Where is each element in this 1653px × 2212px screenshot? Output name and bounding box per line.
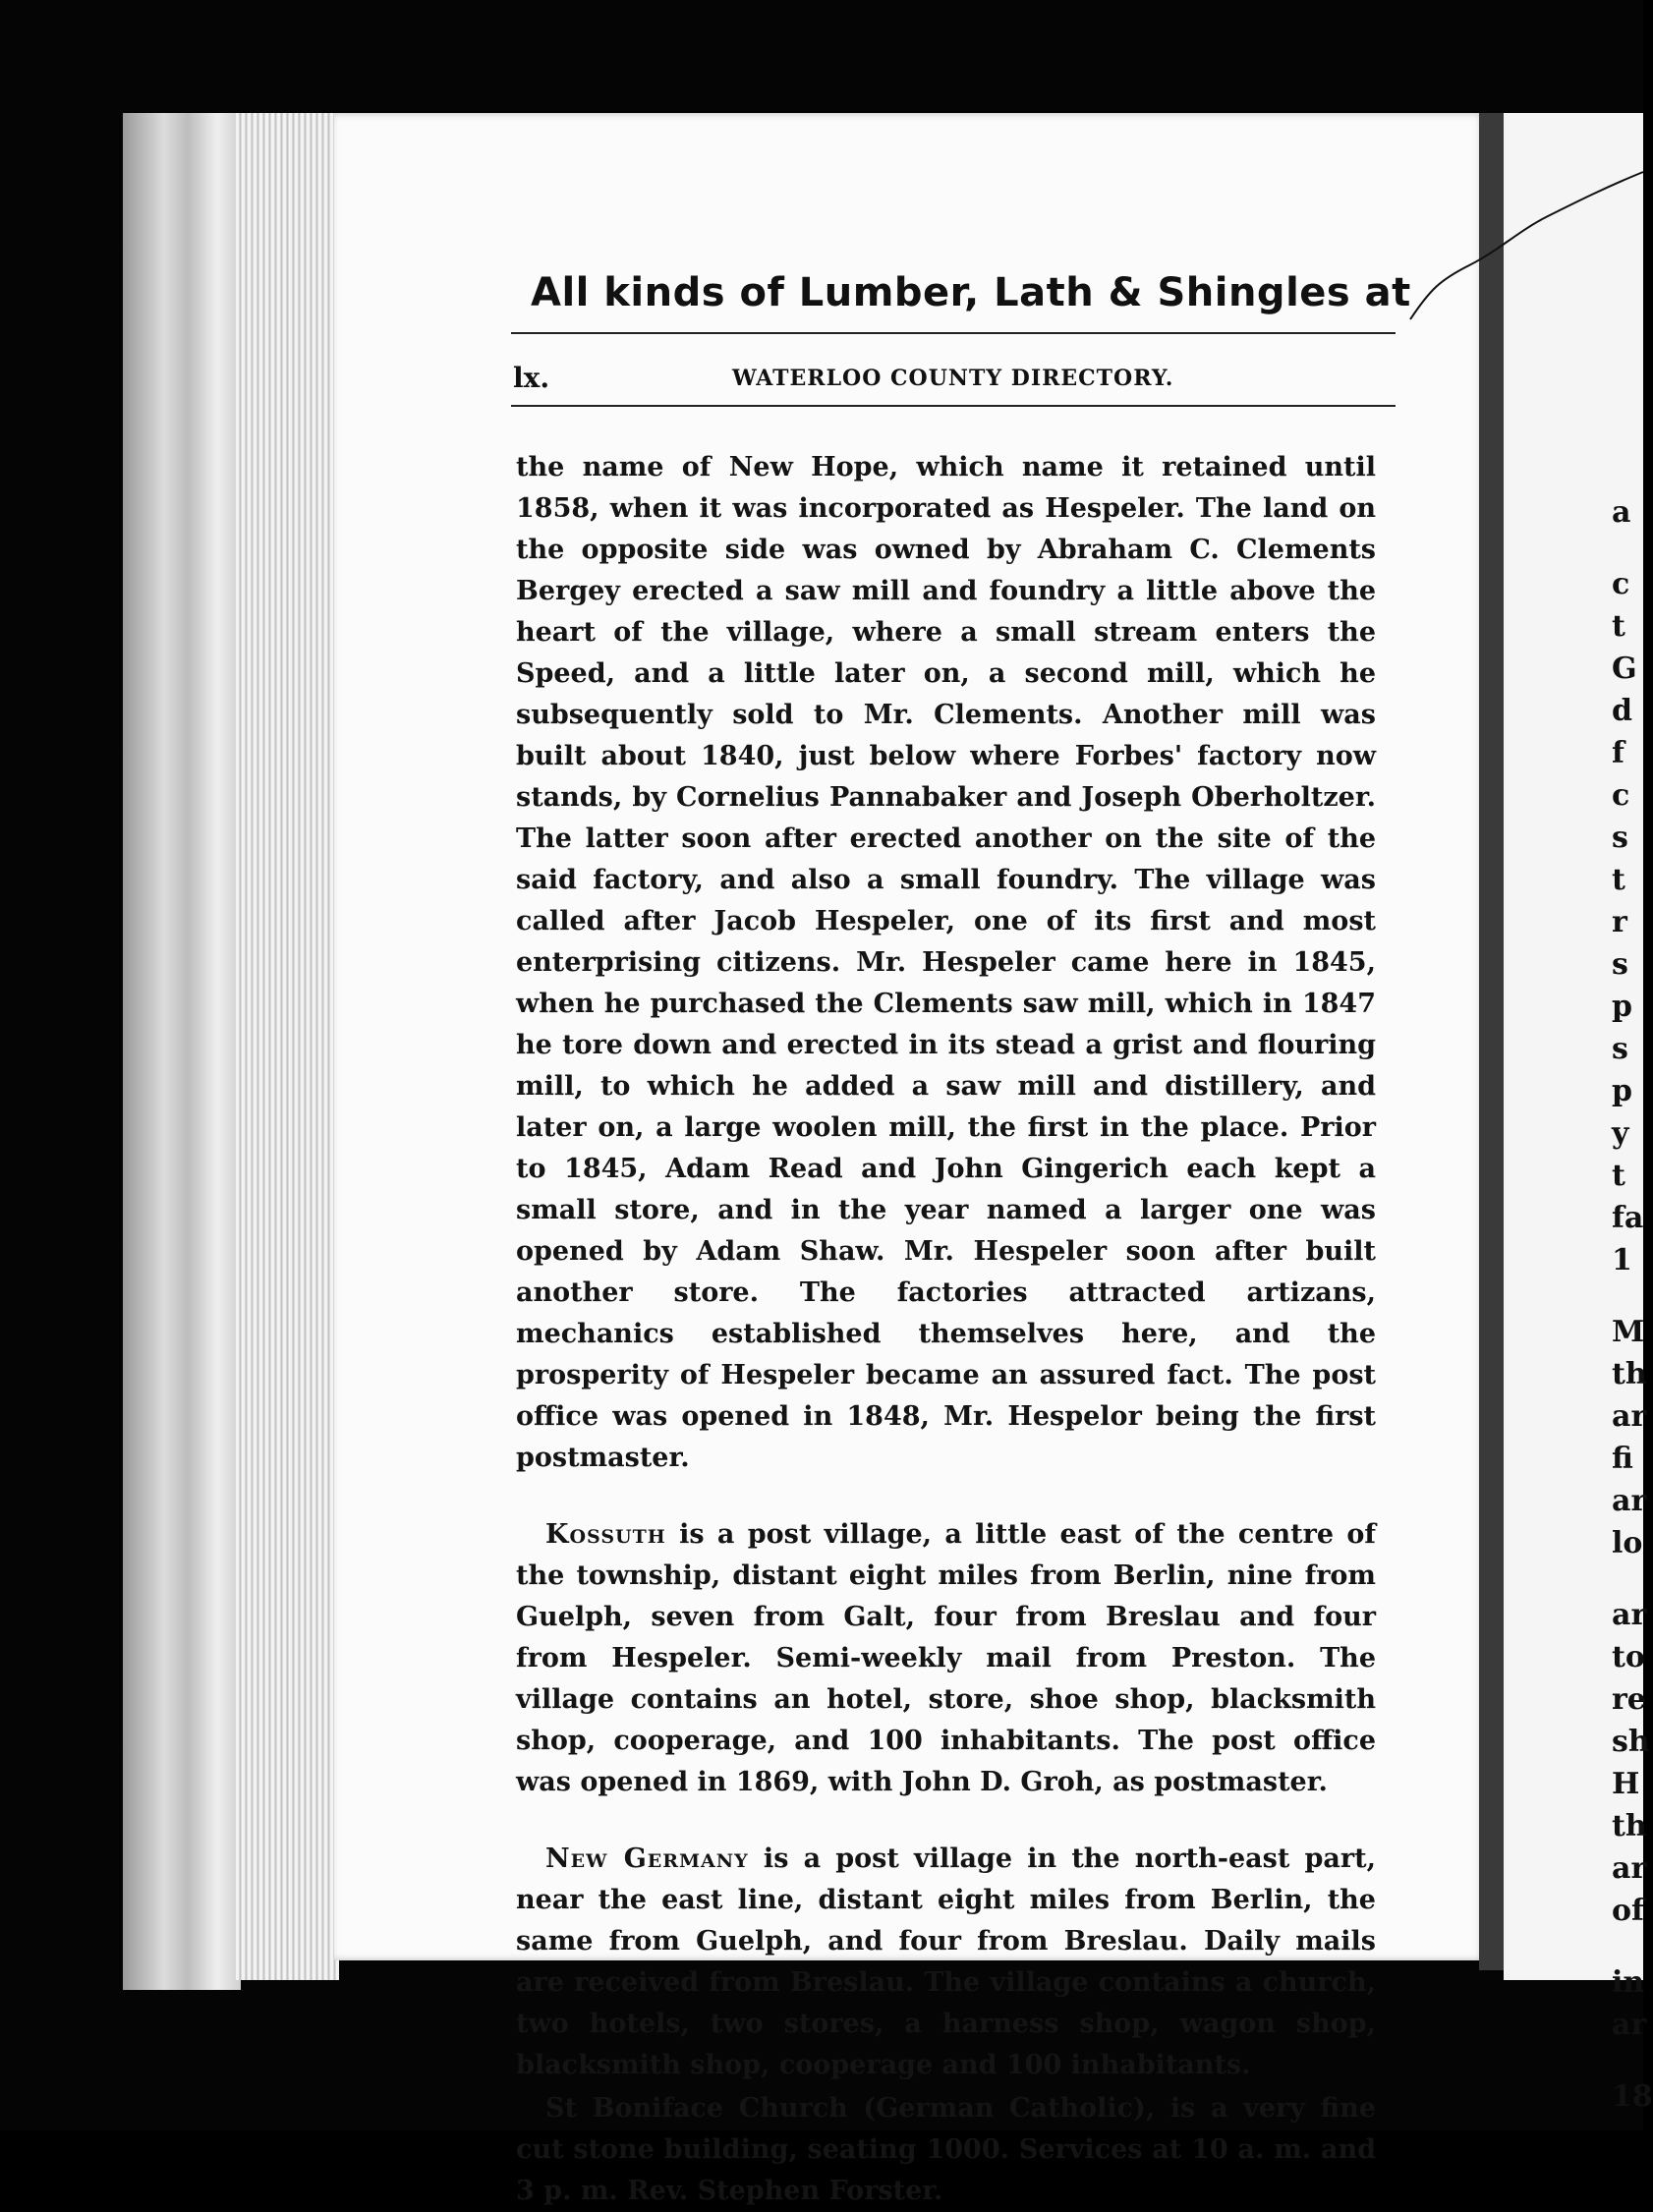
paragraph-new-germany	[516, 1839, 1376, 2086]
adjacent-page-fragments	[1612, 495, 1653, 2118]
fragment: ar	[1612, 1484, 1647, 1518]
fragment: fi	[1612, 1442, 1633, 1476]
paper-crack-line	[1410, 172, 1643, 329]
paragraph-text: is a post village in the north-east part, near the east line, distant eight miles from Berlin, the same from Guelph, and four from Breslau. Daily mails are received from Breslau. The village contains a church, two hotels, two stores, a harness shop, wagon shop, blacksmith shop, cooperage and 100 inhabitants.	[516, 1843, 1376, 2080]
fragment: ar	[1612, 1851, 1647, 1886]
paragraph-text: St Boniface Church (German Catholic), is a very fine cut stone building, seating 1000. Services at 10 a. m. and 3 p. m. Rev. Stephen Forster.	[516, 2093, 1376, 2206]
running-head	[511, 362, 1396, 401]
fragment: s	[1612, 1032, 1628, 1066]
fragment: a	[1612, 495, 1631, 530]
fragment: d	[1612, 694, 1632, 728]
fragment: f	[1612, 736, 1624, 770]
fragment: th	[1612, 1809, 1647, 1843]
fragment: p	[1612, 990, 1632, 1024]
book-cover-edge	[123, 113, 241, 1990]
fragment: th	[1612, 1357, 1647, 1391]
fragment: t	[1612, 1159, 1625, 1193]
paragraph-text: is a post village, a little east of the centre of the township, distant eight miles from Berlin, nine from Guelph, seven from Galt, four from Breslau and four from Hespeler. Semi-weekly mail from Preston. The village contains an hotel, store, shoe shop, blacksmith shop, cooperage, and 100 inhabitants. The post office was opened in 1869, with John D. Groh, as postmaster.	[516, 1519, 1376, 1797]
fragment: of	[1612, 1894, 1644, 1928]
page-stack-edges	[236, 113, 339, 1980]
fragment: in	[1612, 1965, 1645, 2000]
fragment: lo	[1612, 1526, 1643, 1560]
fragment: c	[1612, 567, 1630, 601]
fragment: r	[1612, 905, 1627, 939]
fragment: 1	[1612, 1243, 1632, 1277]
paragraph-st-boniface	[516, 2088, 1376, 2212]
page-number: lx.	[513, 362, 550, 394]
fragment: s	[1612, 947, 1628, 982]
header-rule-bottom	[511, 405, 1396, 407]
fragment: to	[1612, 1640, 1645, 1674]
fragment: ar	[1612, 2008, 1647, 2042]
paragraph-text: the name of New Hope, which name it retained until 1858, when it was incorporated as Hespeler. The land on the opposite side was owned by Abraham C. Clements Bergey erected a saw mill and foundry a little above the heart of the village, where a small stream enters the Speed, and a little later on, a second mill, which he subsequently sold to Mr. Clements. Another mill was built about 1840, just below where Forbes' factory now stands, by Cornelius Pannabaker and Joseph Oberholtzer. The latter soon after erected another on the site of the said factory, and also a small foundry. The village was called after Jacob Hespeler, one of its first and most enterprising citizens. Mr. Hespeler came here in 1845, when he purchased the Clements saw mill, which in 1847 he tore down and erected in its stead a grist and flouring mill, to which he added a saw mill and distillery, and later on, a large woolen mill, the first in the place. Prior to 1845, Adam Read and John Gingerich each kept a small store, and in the year named a larger one was opened by Adam Shaw. Mr. Hespeler soon after built another store. The factories attracted artizans, mechanics established themselves here, and the prosperity of Hespeler became an assured fact. The post office was opened in 1848, Mr. Hespelor being the first postmaster.	[516, 452, 1376, 1473]
paragraph-hespeler-history	[516, 447, 1376, 1479]
fragment: c	[1612, 778, 1630, 813]
fragment: p	[1612, 1074, 1632, 1108]
gutter-shadow	[1479, 113, 1504, 1970]
advertisement-header: All kinds of Lumber, Lath & Shingles at	[531, 270, 1411, 315]
fragment: sh	[1612, 1725, 1650, 1759]
fragment: t	[1612, 609, 1625, 644]
fragment: y	[1612, 1116, 1629, 1151]
fragment: s	[1612, 821, 1628, 855]
place-name-new-germany: New Germany	[545, 1843, 749, 1874]
running-title: WATERLOO COUNTY DIRECTORY.	[732, 366, 1174, 391]
fragment: re	[1612, 1682, 1646, 1717]
fragment: M	[1612, 1315, 1645, 1349]
fragment: fa	[1612, 1201, 1644, 1235]
paragraph-kossuth	[516, 1514, 1376, 1803]
fragment: ar	[1612, 1399, 1647, 1434]
body-text	[516, 447, 1376, 2212]
fragment: ar	[1612, 1598, 1647, 1632]
fragment: H	[1612, 1767, 1640, 1801]
header-rule-top	[511, 332, 1396, 334]
place-name-kossuth: Kossuth	[545, 1519, 666, 1550]
fragment: G	[1612, 652, 1637, 686]
fragment: t	[1612, 863, 1625, 897]
fragment: 18	[1612, 2079, 1653, 2114]
